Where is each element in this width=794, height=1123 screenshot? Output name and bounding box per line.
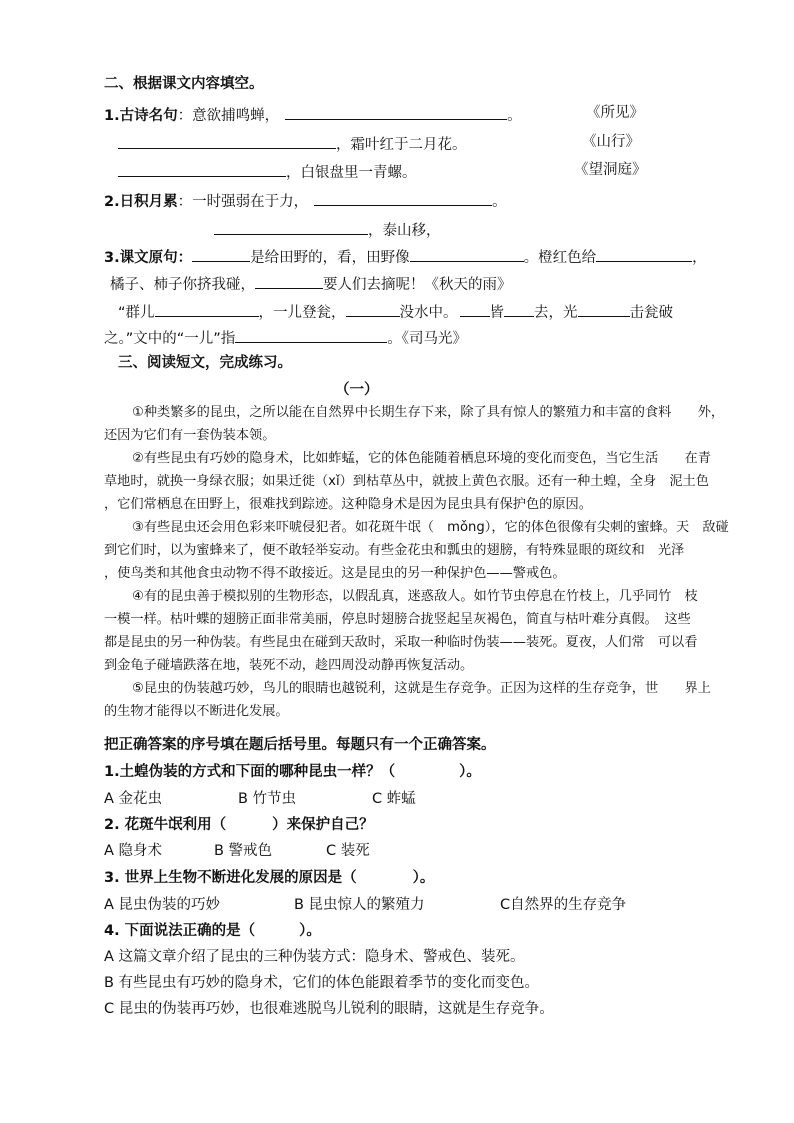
p5-line2: 的生物才能得以不断进化发展。 xyxy=(104,704,289,719)
q2-blank-1[interactable] xyxy=(314,189,492,206)
section3-title: 三、阅读短文，完成练习。 xyxy=(118,355,292,371)
q1-line3 xyxy=(118,160,417,183)
q3-blank-2[interactable] xyxy=(410,245,524,262)
p1-line1: ①种类繁多的昆虫，之所以能在自然界中长期生存下来，除了具有惊人的繁殖力和丰富的食料 外， xyxy=(132,405,725,420)
mc-question-2 xyxy=(104,815,374,835)
p4-line3: 都是昆虫的另一种伪装。有些昆虫在碰到天敌时，采取一种临时伪装——装死。夏夜，人们常 可以看 xyxy=(104,635,698,650)
p3-line2: 到它们时，以为蜜蜂来了，便不敢轻举妄动。有些金花虫和瓢虫的翅膀，有特殊显眼的斑纹和 光泽 xyxy=(104,543,685,558)
mc-question-1 xyxy=(104,762,481,782)
p3-line3: ，使鸟类和其他食虫动物不得不敢接近。这是昆虫的另一种保护色——警戒色。 xyxy=(104,566,566,581)
mc-q2-option-b: B 警戒色 xyxy=(214,843,273,859)
p4-line1: ④有的昆虫善于模拟别的生物形态，以假乱真，迷惑敌人。如竹节虫停息在竹枝上，几乎同竹 枝 xyxy=(132,589,698,604)
q2-line2 xyxy=(214,218,441,241)
q2-line2-post: ，泰山移， xyxy=(368,223,441,239)
q3-blank-7[interactable] xyxy=(460,300,490,317)
q3-line2-a: 橘子、柿子你挤我碰， xyxy=(110,277,255,293)
q3-label: 3.课文原句 xyxy=(104,250,178,266)
q3-line2-b: 要人们去摘呢！《秋天的雨》 xyxy=(323,277,512,293)
q1-label: 1.古诗名句 xyxy=(104,108,178,124)
q1-line1 xyxy=(104,103,522,126)
mc-q2-option-a: A 隐身术 xyxy=(104,843,163,859)
q1-source-3: 《望洞庭》 xyxy=(574,162,647,178)
mc-q4-option-a: A 这篇文章介绍了昆虫的三种伪装方式：隐身术、警戒色、装死。 xyxy=(104,949,525,965)
mc-q2-option-c: C 装死 xyxy=(326,843,370,859)
q2-colon: ： xyxy=(177,194,193,210)
mc-q3-option-c: C自然界的生存竞争 xyxy=(500,897,627,913)
p5-line1: ⑤昆虫的伪装越巧妙，鸟儿的眼睛也越锐利，这就是生存竞争。正因为这样的生存竞争，世 界上 xyxy=(132,681,711,696)
q3-line3-d: 皆 xyxy=(489,305,505,321)
q3-blank-8[interactable] xyxy=(504,300,534,317)
q1-blank-3[interactable] xyxy=(118,160,286,177)
passage-number: （一） xyxy=(335,382,379,398)
mc-q2-stem: 2. 花斑牛氓利用（ xyxy=(104,817,227,833)
q1-blank-2[interactable] xyxy=(118,132,336,149)
mc-q2-stem-end: ）来保护自己？ xyxy=(272,817,374,833)
p2-line2: 草地时，就换一身绿衣服；如果迁徙（xǐ）到枯草丛中，就披上黄色衣服。还有一种土蝗，全身 泥土色 xyxy=(104,474,709,489)
p2-line1: ②有些昆虫有巧妙的隐身术，比如蚱蜢，它的体色能随着栖息环境的变化而变色，当它生活 在青 xyxy=(132,451,711,466)
q3-colon: ： xyxy=(177,250,193,266)
p3-line1: ③有些昆虫还会用色彩来吓唬侵犯者。如花斑牛氓（ mǒng），它的体色很像有尖刺的蜜蜂。天 敌碰 xyxy=(132,520,729,535)
q3-line1-b: 。橙红色给 xyxy=(523,250,597,266)
q1-line3-post: ，白银盘里一青螺。 xyxy=(286,165,417,181)
p2-line3: ，它们常栖息在田野上，很难找到踪迹。这种隐身术是因为昆虫具有保护色的原因。 xyxy=(104,497,592,512)
mc-q3-stem: 3. 世界上生物不断进化发展的原因是（ xyxy=(104,870,357,886)
q1-line2-post: ，霜叶红于二月花。 xyxy=(336,137,467,153)
p1-line2: 还因为它们有一套伪装本领。 xyxy=(104,428,276,443)
mc-question-4 xyxy=(104,921,321,941)
q3-line3-e: 去，光 xyxy=(534,305,578,321)
q3-line3-b: ，一儿登瓮， xyxy=(258,305,346,321)
q3-blank-4[interactable] xyxy=(255,272,323,289)
q1-source-2: 《山行》 xyxy=(582,134,640,150)
p4-line2: 一模一样。枯叶蝶的翅膀正面非常美丽，停息时翅膀合拢竖起呈灰褐色，简直与枯叶难分真假。 这些 xyxy=(104,612,691,627)
q3-line4-b: 。《司马光》 xyxy=(387,331,468,347)
q1-blank-1[interactable] xyxy=(285,103,507,120)
q1-source-1: 《所见》 xyxy=(586,105,644,121)
mc-q4-stem: 4. 下面说法正确的是（ xyxy=(104,923,256,939)
q3-blank-9[interactable] xyxy=(578,300,630,317)
q3-line3-f: 击瓮破 xyxy=(629,305,674,321)
mc-q3-stem-end: ）。 xyxy=(412,870,435,886)
q2-label: 2.日积月累 xyxy=(104,194,178,210)
q3-line1-c: ， xyxy=(692,250,707,266)
mc-q4-option-c: C 昆虫的伪装再巧妙，也很难逃脱鸟儿锐利的眼睛，这就是生存竞争。 xyxy=(104,1001,554,1017)
q3-blank-10[interactable] xyxy=(235,326,387,343)
q3-line3 xyxy=(118,300,673,323)
q2-line1-end: 。 xyxy=(492,194,507,210)
q3-line4 xyxy=(104,326,467,349)
q2-line1-pre: 一时强弱在于力， xyxy=(192,194,309,210)
q3-line2 xyxy=(110,272,512,295)
q2-line1 xyxy=(104,189,507,212)
mc-q1-stem: 1.土蝗伪装的方式和下面的哪种昆虫一样？（ xyxy=(104,764,396,780)
mc-q3-option-a: A 昆虫伪装的巧妙 xyxy=(104,897,221,913)
q1-line1-end: 。 xyxy=(507,108,522,124)
instruction: 把正确答案的序号填在题后括号里。每题只有一个正确答案。 xyxy=(104,737,496,753)
q2-blank-2[interactable] xyxy=(214,218,368,235)
mc-q4-option-b: B 有些昆虫有巧妙的隐身术，它们的体色能跟着季节的变化而变色。 xyxy=(104,975,540,991)
q3-blank-3[interactable] xyxy=(596,245,692,262)
q3-line4-a: 之。”文中的“一儿”指 xyxy=(104,331,236,347)
mc-q1-option-b: B 竹节虫 xyxy=(238,791,297,807)
mc-q3-option-b: B 昆虫惊人的繁殖力 xyxy=(294,897,425,913)
q1-line1-pre: 意欲捕鸣蝉， xyxy=(192,108,280,124)
section2-title: 二、根据课文内容填空。 xyxy=(104,76,264,92)
q3-line1-a: 是给田野的，看，田野像 xyxy=(250,250,410,266)
q3-line3-a: “群儿 xyxy=(118,305,155,321)
q1-line2 xyxy=(118,132,467,155)
p4-line4: 到金龟子碰墙跌落在地，装死不动，趁四周没动静再恢复活动。 xyxy=(104,658,474,673)
mc-q1-option-c: C 蚱蜢 xyxy=(372,791,416,807)
mc-question-3 xyxy=(104,868,434,888)
mc-q1-stem-end: ）。 xyxy=(459,764,481,780)
q1-colon: ： xyxy=(177,108,193,124)
mc-q4-stem-end: ）。 xyxy=(299,923,321,939)
q3-blank-5[interactable] xyxy=(155,300,259,317)
q3-line1 xyxy=(104,245,707,268)
q3-blank-1[interactable] xyxy=(192,245,250,262)
mc-q1-option-a: A 金花虫 xyxy=(104,791,163,807)
q3-blank-6[interactable] xyxy=(346,300,400,317)
q3-line3-c: 没水中。 xyxy=(399,305,458,321)
